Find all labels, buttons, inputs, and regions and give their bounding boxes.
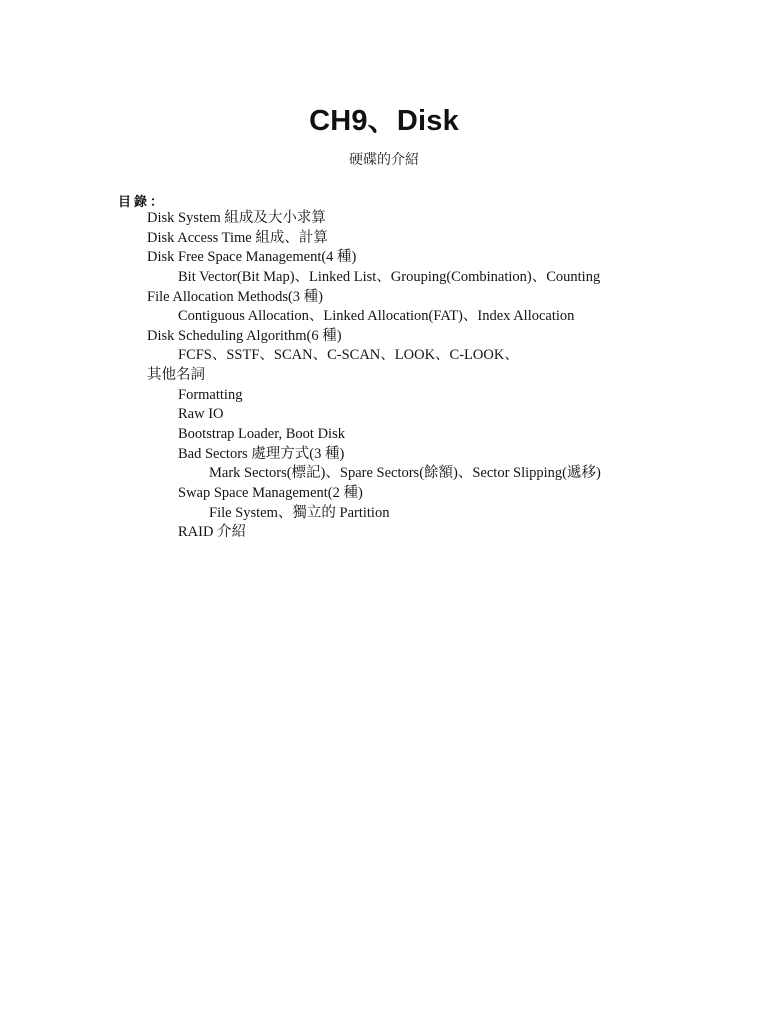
table-of-contents [0,209,768,543]
toc-subitem-raid: RAID 介紹 [178,524,247,541]
toc-subsubitem-bad-sector-handling: Mark Sectors(標記)、Spare Sectors(餘額)、Sector Slipping(遞移) [209,465,601,482]
toc-subitem-formatting: Formatting [178,386,243,403]
toc-subitem-raw-io: Raw IO [178,406,224,423]
toc-item-disk-access-time: Disk Access Time 組成、計算 [147,229,328,246]
toc-heading: 目錄： [118,195,167,210]
toc-item-file-allocation-methods: File Allocation Methods(3 種) [147,288,323,305]
toc-subitem-scheduling-algorithms: FCFS、SSTF、SCAN、C-SCAN、LOOK、C-LOOK、 [178,347,519,364]
toc-subsubitem-swap-options: File System、獨立的 Partition [209,504,390,521]
toc-item-disk-scheduling: Disk Scheduling Algorithm(6 種) [147,327,342,344]
toc-subitem-bad-sectors: Bad Sectors 處理方式(3 種) [178,445,345,462]
toc-item-disk-system: Disk System 組成及大小求算 [147,210,326,226]
toc-item-free-space-management: Disk Free Space Management(4 種) [147,249,357,266]
page-title: CH9、Disk [309,105,459,137]
page-subtitle: 硬碟的介紹 [349,152,419,168]
toc-subitem-allocation-types: Contiguous Allocation、Linked Allocation(FAT)、Index Allocation [178,308,575,325]
toc-subitem-swap-space: Swap Space Management(2 種) [178,484,363,501]
toc-subitem-free-space-methods: Bit Vector(Bit Map)、Linked List、Grouping(Combination)、Counting [178,268,601,285]
toc-subitem-bootstrap-loader: Bootstrap Loader, Boot Disk [178,426,345,443]
toc-item-other-terms: 其他名詞 [147,367,205,384]
